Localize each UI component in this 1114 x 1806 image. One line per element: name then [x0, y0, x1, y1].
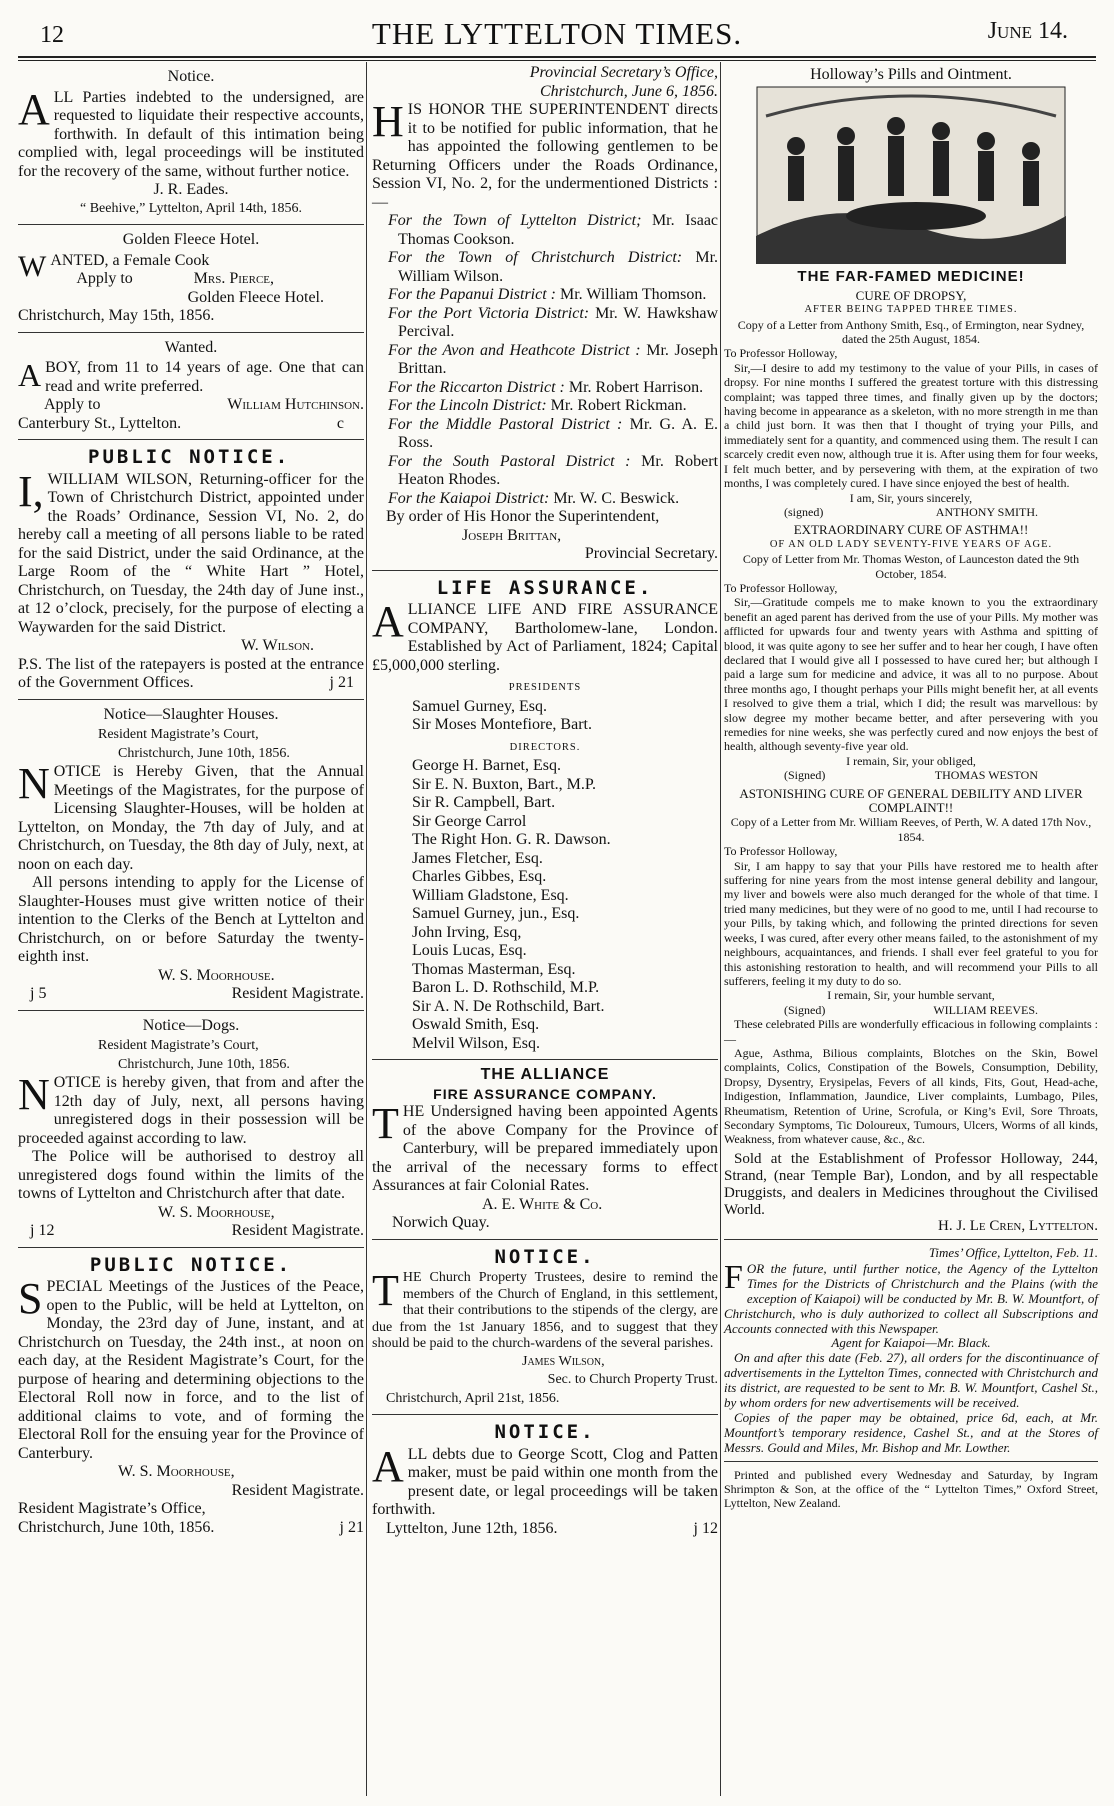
banner: THE FAR-FAMED MEDICINE!	[797, 268, 1025, 286]
district-item	[372, 286, 718, 305]
district-name: For the Kaiapoi District:	[388, 489, 550, 507]
drop-cap: I,	[18, 466, 44, 516]
complaints-list: Ague, Asthma, Bilious complaints, Blotches on the Skin, Bowel complaints, Colics, Constipation of the Bowels, Consumption, Debility, Dropsy, Dysentry, Erysipelas, Fevers of all kinds, Fits, Gout, Head-ache, Indigestion, Inflammation, Jaundice, Liver complaints, Lumbago, Piles, Rheumatism, Retention of Urine, Scrofula, or King’s Evil, Sore Throats, Secondary Symptoms, Tic Doloureux, Tumours, Ulcers, Worms of all kinds, Weakness, from whatever cause, &c., &c.	[724, 1045, 1098, 1147]
director-name: Baron L. D. Rothschild, M.P.	[412, 979, 600, 996]
date: Christchurch, April 21st, 1856.	[386, 1390, 560, 1406]
returning-officer: Mr. Robert Heaton Rhodes.	[398, 452, 719, 488]
addressee: To Professor Holloway,	[724, 580, 838, 595]
heading: Wanted.	[164, 338, 218, 356]
rule	[372, 1414, 718, 1415]
returning-officer: Mr. W. Hawkshaw Percival.	[398, 304, 719, 340]
column-divider	[366, 62, 367, 1796]
name: Mrs. Pierce,	[193, 270, 274, 287]
scott-notice	[372, 1423, 718, 1538]
date: Christchurch, June 10th, 1856.	[118, 1056, 290, 1072]
drop-cap: N	[18, 1070, 50, 1119]
rule	[18, 699, 364, 700]
returning-officer: Mr. William Thomson.	[559, 286, 707, 303]
title: Resident Magistrate.	[231, 1222, 364, 1239]
letter-intro: Copy of a Letter from Mr. William Reeves, of Perth, W. A dated 17th Nov., 1854.	[730, 815, 1092, 844]
code: j 5	[30, 985, 47, 1002]
district-name: For the Avon and Heathcote District :	[388, 341, 641, 359]
closing: I remain, Sir, your humble servant,	[827, 988, 995, 1003]
title: Sec. to Church Property Trust.	[547, 1372, 718, 1387]
director-name: Oswald Smith, Esq.	[412, 1016, 540, 1033]
district-item	[372, 397, 718, 416]
date: Christchurch, May 15th, 1856.	[18, 307, 215, 324]
title: Resident Magistrate.	[231, 1481, 364, 1499]
signature: WILLIAM REEVES.	[933, 1002, 1038, 1017]
body: ANTED, a Female Cook	[50, 251, 210, 269]
district-list	[372, 212, 718, 508]
drop-cap: T	[372, 1266, 399, 1315]
district-item	[372, 416, 718, 453]
heading: Golden Fleece Hotel.	[122, 231, 260, 248]
cure-heading: EXTRAORDINARY CURE OF ASTHMA!!	[793, 522, 1029, 538]
code: c	[336, 414, 344, 432]
hotel: Golden Fleece Hotel.	[187, 288, 324, 306]
court: Resident Magistrate’s Court,	[98, 727, 259, 742]
district-name: For the South Pastoral District :	[388, 452, 631, 470]
drop-cap: N	[18, 759, 50, 808]
golden-fleece-ad	[18, 231, 364, 326]
body: LLIANCE LIFE AND FIRE ASSURANCE COMPANY, Bartholomew-lane, London. Established by Act of Parliament, 1824; Capital £5,000,000 sterling.	[372, 601, 718, 674]
signature: THOMAS WESTON	[934, 768, 1038, 783]
signer: Joseph Brittan,	[462, 526, 562, 544]
director-name: Melvil Wilson, Esq.	[412, 1034, 540, 1052]
district-item	[372, 453, 718, 490]
drop-cap: A	[372, 597, 404, 646]
heading: THE ALLIANCE	[480, 1066, 610, 1083]
code: j 12	[30, 1222, 55, 1239]
signer: W. S. Moorhouse.	[158, 966, 275, 984]
returning-officer: Mr. Isaac Thomas Cookson.	[398, 212, 719, 248]
signer: W. S. Moorhouse,	[118, 1463, 235, 1480]
drop-cap: H	[372, 97, 404, 146]
signer: A. E. White & Co.	[482, 1195, 603, 1213]
drop-cap: W	[18, 249, 47, 283]
heading: Notice.	[167, 68, 215, 85]
signed: (Signed)	[784, 1002, 826, 1017]
body: IS HONOR THE SUPERINTENDENT directs it to be notified for public information, that he has appointed the following gentlemen to be Returning Officers under the Roads Ordinance, Session VI, No. 2, for the undermentioned Districts :—	[372, 101, 718, 211]
addressee: To Professor Holloway,	[724, 346, 838, 361]
heading: Notice—Dogs.	[142, 1016, 240, 1034]
letter-body: Sir, I am happy to say that your Pills have restored me to health after suffering for nine years from the most intense general debility and langour, my liver and bowels were also much deranged for the whole of that time. I tried many medicines, but they were of no good to me, until I had recourse to your Pills, by taking which, and following the printed directions for seven weeks, I was cured, after every other means failed, to the astonishment of my neighbours, acquaintances, and friends. I shall ever feel grateful to you for this astonishing restoration to health, and will recommend your Pills to all sufferers, feeling it my duty to do so.	[724, 858, 1098, 988]
body: HE Undersigned having been appointed Agents of the above Company for the Province of Canterbury, will be prepared immediately upon the arrival of the necessary forms to effect Assurances at fair Colonial Rates.	[372, 1103, 718, 1194]
returning-officer: Mr. W. C. Beswick.	[553, 489, 680, 507]
director-name: Sir E. N. Buxton, Bart., M.P.	[412, 775, 597, 793]
drop-cap: F	[724, 1258, 743, 1296]
apply: Apply to	[44, 396, 101, 413]
district-name: For the Papanui District :	[388, 286, 556, 303]
wanted-ad	[18, 339, 364, 434]
district-item	[372, 212, 718, 249]
after-text: On and after this date (Feb. 27), all orders for the discontinuance of advertisements in the Lyttelton Times, connected with Christchurch and its district, are requested to be sent to Mr. B. W. Mountfort, Cashel St., by whom orders for new advertisements will be received.	[724, 1350, 1098, 1410]
column-1	[18, 64, 364, 1543]
rule	[372, 570, 718, 571]
code: j 21	[339, 1518, 364, 1536]
office: Resident Magistrate’s Office,	[18, 1500, 206, 1517]
dogs-notice	[18, 1017, 364, 1241]
date: Lyttelton, June 12th, 1856.	[386, 1519, 558, 1537]
apply: Apply to	[76, 270, 133, 287]
directors-label: DIRECTORS.	[509, 741, 581, 753]
title: Provincial Secretary.	[584, 545, 718, 562]
district-item	[372, 249, 718, 286]
notice-eades	[18, 68, 364, 218]
director-name: The Right Hon. G. R. Dawson.	[412, 831, 611, 848]
body: WILLIAM WILSON, Returning-officer for the Town of Christchurch District, appointed under the Roads’ Ordinance, Session VI, No. 2, do hereby call a meeting of all persons liable to be rated for the said District, under the said Ordinance, at the Large Room of the “ White Hart ” Hotel, Christchurch, on Tuesday, the 24th day of June inst., at 12 o’clock, precisely, for the purpose of electing a Waywarden for the said District.	[18, 470, 364, 636]
letter-intro: Copy of Letter from Mr. Thomas Weston, of Launceston dated the 9th October, 1854.	[742, 552, 1080, 581]
times-office: Times’ Office, Lyttelton, Feb. 11.	[928, 1245, 1098, 1261]
rule	[724, 1239, 1098, 1240]
agent: H. J. Le Cren, Lyttelton.	[938, 1217, 1098, 1234]
returning-officer: Mr. G. A. E. Ross.	[398, 415, 719, 451]
name: William Hutchinson.	[227, 396, 364, 413]
body: OTICE is Hereby Given, that the Annual Meetings of the Magistrates, for the purpose of Licensing Slaughter-Houses, will be holden at Lyttelton, on Monday, the 7th day of July, and at Christchurch, on Tuesday, the 8th day of July, next, at noon on each day.	[18, 763, 364, 873]
body: PECIAL Meetings of the Justices of the Peace, open to the Public, will be held at Lyttelton, on Monday, the 23rd day of June, instant, and at Christchurch on Tuesday, the 24th inst., at noon on each day, at the Resident Magistrate’s Court, for the purpose of hearing and determining objections to the Electoral Roll now in force, and to the list of additional claims to vote, and of forming the Electoral Roll for the ensuing year for the Province of Canterbury.	[18, 1278, 364, 1462]
returning-officer: Mr. Robert Harrison.	[568, 378, 704, 396]
cure-subheading: AFTER BEING TAPPED THREE TIMES.	[804, 304, 1018, 316]
heading: Notice—Slaughter Houses.	[103, 705, 279, 723]
holloway-title: Holloway’s Pills and Ointment.	[810, 66, 1012, 83]
district-name: For the Riccarton District :	[388, 378, 565, 396]
signer: J. R. Eades.	[153, 181, 229, 198]
page-number: 12	[40, 22, 64, 48]
district-name: For the Middle Pastoral District :	[388, 415, 623, 433]
district-name: For the Lincoln District:	[388, 397, 547, 414]
life-assurance-ad	[372, 576, 718, 1054]
rule	[372, 1239, 718, 1240]
presidents-label: PRESIDENTS	[508, 682, 582, 693]
drop-cap: A	[372, 1441, 404, 1491]
district-name: For the Port Victoria District:	[388, 304, 590, 322]
closing: I remain, Sir, your obliged,	[846, 753, 976, 768]
rule	[18, 1010, 364, 1011]
closing: I am, Sir, yours sincerely,	[849, 490, 973, 505]
cure-heading: CURE OF DROPSY,	[855, 287, 967, 303]
date: Christchurch, June 10th, 1856.	[18, 1518, 215, 1536]
director-name: Sir George Carrol	[412, 812, 527, 830]
column-divider	[720, 62, 721, 1796]
title: Resident Magistrate.	[231, 985, 364, 1002]
returning-officer: Mr. Robert Rickman.	[550, 397, 687, 414]
rule	[18, 224, 364, 225]
director-name: James Fletcher, Esq.	[412, 849, 543, 867]
drop-cap: A	[18, 357, 42, 393]
returning-officer: Mr. Joseph Brittan.	[398, 341, 719, 377]
column-2	[372, 64, 718, 1544]
signer: James Wilson,	[522, 1353, 605, 1369]
letter-intro: Copy of a Letter from Anthony Smith, Esq., of Ermington, near Sydney, dated the 25th August, 1854.	[737, 317, 1085, 347]
body-2: All persons intending to apply for the License of Slaughter-Houses must give written notice of their intention to the Clerks of the Bench at Lyttelton and Christchurch, on or before Saturday the twenty-eighth inst.	[18, 874, 364, 965]
code: j 21	[329, 674, 354, 691]
rule	[18, 332, 364, 333]
times-body: OR the future, until further notice, the Agency of the Lyttelton Times for the Districts of Christchurch and the Plains (with the exception of Kaiapoi) will be conducted by Mr. B. W. Mountfort, of Christchurch, who is duly authorized to collect all Subscriptions and Accounts connected with this Newspaper.	[724, 1260, 1098, 1336]
code: j 12	[693, 1519, 718, 1537]
directors-list	[372, 757, 718, 1053]
signed: (signed)	[784, 504, 824, 519]
letter-body: Sir,—Gratitude compels me to make known to you the extraordinary benefit an aged parent has derived from the use of your Pills. My mother was afflicted for upwards four and twenty years with Asthma and spitting of blood, it was quite agony to see her suffer and to hear her cough, I have often declared that I would give all I possessed to have cured her; but although I paid a large sum for medicine and advice, it was all to no purpose. About three months ago, I thought perhaps your Pills might benefit her, at all events I resolved to give them a trial, which I did; the result was marvellous: by slow degree my mother became better, and after persevering with you remedies for nine weeks, she was perfectly cured and now enjoys the best of health, although seventy-five year old.	[724, 595, 1098, 754]
signer: W. Wilson.	[241, 637, 314, 654]
public-notice-wilson	[18, 448, 364, 693]
celebrated-text: These celebrated Pills are wonderfully efficacious in following complaints :—	[724, 1017, 1099, 1046]
public-notice-justices	[18, 1253, 364, 1538]
postscript: P.S. The list of the ratepayers is posted at the entrance of the Government Offices.	[18, 655, 364, 691]
alliance-ad	[372, 1066, 718, 1233]
heading: NOTICE.	[494, 1245, 596, 1268]
newspaper-title: THE LYTTELTON TIMES.	[371, 16, 743, 51]
issue-date: June 14.	[987, 18, 1068, 44]
rule	[724, 1461, 1098, 1462]
slaughter-notice	[18, 706, 364, 1004]
director-name: Sir R. Campbell, Bart.	[412, 794, 556, 811]
president-name: Samuel Gurney, Esq.	[412, 697, 547, 715]
president-name: Sir Moses Montefiore, Bart.	[412, 716, 592, 733]
heading: PUBLIC NOTICE.	[88, 446, 291, 468]
rule	[18, 1247, 364, 1248]
addressee: To Professor Holloway,	[724, 844, 838, 859]
drop-cap: A	[18, 84, 50, 134]
heading: NOTICE.	[494, 1421, 596, 1443]
director-name: Charles Gibbes, Esq.	[412, 868, 547, 885]
court: Resident Magistrate’s Court,	[98, 1038, 259, 1053]
director-name: Sir A. N. De Rothschild, Bart.	[412, 997, 605, 1015]
district-item	[372, 379, 718, 398]
cure-subheading: OF AN OLD LADY SEVENTY-FIVE YEARS OF AGE.	[769, 538, 1053, 550]
drop-cap: S	[18, 1274, 43, 1323]
rule	[372, 1059, 718, 1060]
column-3	[724, 64, 1098, 1510]
letter-body: Sir,—I desire to add my testimony to the value of your Pills, in cases of dropsy. For nine months I suffered the greatest torture with this distressing complaint; was tapped three times, and finally given up by the doctors; having become in appearance as a skeleton, with no more strength in me than a child just born. It was then that I thought of trying your Pills, and immediately sent for a quantity, and commenced using them. The result I can scarcely credit even now, although true it is. After using them for four weeks, I felt much better, and by persevering with them, at the expiration of two months, I was completely cured. I have since enjoyed the best of health.	[724, 360, 1098, 491]
signer: W. S. Moorhouse,	[158, 1203, 275, 1221]
copies-text: Copies of the paper may be obtained, price 6d, each, at Mr. Mountfort’s temporary residence, Cashel St., and at the Stores of Messrs. Gould and Miles, Mr. Bishop and Mr. Lowther.	[724, 1410, 1098, 1455]
director-name: Thomas Masterman, Esq.	[412, 960, 576, 978]
signature: ANTHONY SMITH.	[935, 504, 1038, 519]
district-name: For the Town of Lyttelton District;	[388, 212, 642, 229]
masthead-rule	[18, 56, 1096, 61]
director-name: George H. Barnet, Esq.	[412, 757, 561, 774]
office: Provincial Secretary’s Office,	[529, 64, 718, 81]
heading: PUBLIC NOTICE.	[89, 1253, 293, 1276]
district-item	[372, 342, 718, 379]
signed: (Signed)	[784, 768, 826, 783]
body: BOY, from 11 to 14 years of age. One that can read and write preferred.	[45, 359, 364, 395]
district-item	[372, 305, 718, 342]
body: LL Parties indebted to the undersigned, are requested to liquidate their respective accounts, forthwith. In default of this intimation being complied with, legal proceedings will be instituted for the recovery of the same, without further notice.	[18, 88, 364, 180]
date: Christchurch, June 6, 1856.	[539, 82, 718, 100]
director-name: William Gladstone, Esq.	[412, 886, 569, 904]
engraving-illustration	[756, 86, 1066, 264]
provincial-notice	[372, 64, 718, 564]
director-name: Samuel Gurney, jun., Esq.	[412, 905, 580, 922]
masthead	[0, 0, 1114, 58]
rule	[18, 439, 364, 440]
order: By order of His Honor the Superintendent,	[386, 508, 660, 525]
heading: LIFE ASSURANCE.	[436, 576, 654, 599]
district-name: For the Town of Christchurch District:	[388, 249, 683, 266]
subheading: FIRE ASSURANCE COMPANY.	[433, 1085, 657, 1102]
drop-cap: T	[372, 1099, 399, 1148]
district-item	[372, 490, 718, 509]
cure-heading: ASTONISHING CURE OF GENERAL DEBILITY AND LIVER COMPLAINT!!	[739, 785, 1083, 816]
church-notice	[372, 1245, 718, 1409]
presidents-list	[372, 698, 718, 735]
imprint: Printed and published every Wednesday and Saturday, by Ingram Shrimpton & Son, at the office of the “ Lyttelton Times,” Oxford Street, Lyttelton, New Zealand.	[724, 1468, 1098, 1510]
director-name: Louis Lucas, Esq.	[412, 942, 527, 959]
kaiapoi-agent: Agent for Kaiapoi—Mr. Black.	[831, 1334, 991, 1350]
place: Norwich Quay.	[392, 1214, 490, 1231]
place: “ Beehive,” Lyttelton, April 14th, 1856.	[79, 200, 303, 216]
sold-text: Sold at the Establishment of Professor Holloway, 244, Strand, (near Temple Bar), London, and by all respectable Druggists, and dealers in Medicines throughout the Civilised World.	[724, 1150, 1098, 1218]
address: Canterbury St., Lyttelton.	[18, 414, 182, 432]
body: OTICE is hereby given, that from and after the 12th day of July, next, all persons having unregistered dogs in their possession will be proceeded against according to law.	[18, 1074, 364, 1147]
body-2: The Police will be authorised to destroy all unregistered dogs found within the limits of the towns of Lyttelton and Christchurch after that date.	[18, 1148, 364, 1202]
body: LL debts due to George Scott, Clog and Patten maker, must be paid within one month from the present date, or legal proceedings will be taken forthwith.	[372, 1445, 718, 1518]
director-name: John Irving, Esq,	[412, 923, 522, 941]
returning-officer: Mr. William Wilson.	[398, 249, 719, 285]
body: HE Church Property Trustees, desire to remind the members of the Church of England, in this settlement, that their contributions to the stipends of the clergy, are due from the 1st January 1856, and to suggest that they should be paid to the church-wardens of the several parishes.	[372, 1270, 718, 1351]
date: Christchurch, June 10th, 1856.	[118, 745, 290, 761]
